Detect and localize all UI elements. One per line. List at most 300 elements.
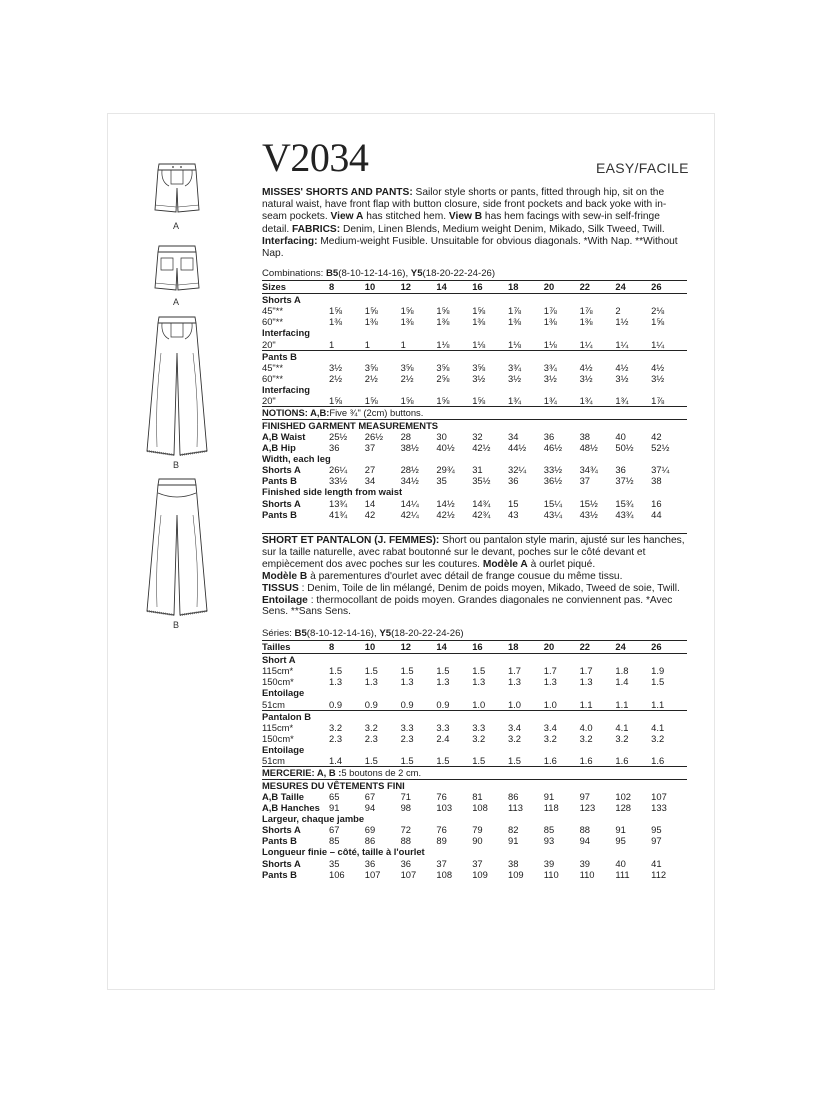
- desc-fr-model-b-text: à parementures d'ourlet avec détail de frange cousue du même tissu.: [307, 570, 623, 582]
- section-shorts-a: [262, 294, 687, 305]
- table-cell: 15¼: [543, 497, 563, 509]
- table-cell: 3½: [651, 372, 665, 384]
- table-cell: 1⅝: [472, 395, 486, 407]
- row-label: A,B Hanches: [262, 801, 320, 813]
- table-cell: 28½: [400, 464, 419, 476]
- table-cell: 1.3: [472, 676, 486, 688]
- table-cell: 36: [615, 464, 626, 476]
- table-row: [262, 665, 687, 676]
- table-cell: 69: [364, 824, 376, 836]
- difficulty-level: EASY/FACILE: [596, 160, 689, 176]
- row-label: 60"**: [262, 372, 284, 384]
- combinations-prefix: Combinations:: [262, 268, 326, 279]
- table-cell: 42½: [436, 508, 455, 520]
- table-cell: 1⅝: [436, 395, 450, 407]
- table-row: [262, 509, 687, 520]
- table-cell: 16: [651, 497, 662, 509]
- table-cell: 1⅞: [651, 395, 665, 407]
- table-cell: 1.1: [651, 698, 665, 710]
- table-row: [262, 442, 687, 453]
- table-cell: 3.2: [543, 732, 557, 744]
- table-cell: 1.3: [579, 676, 593, 688]
- row-label: 115cm*: [262, 721, 294, 733]
- table-cell: 97: [651, 835, 662, 847]
- table-cell: 91: [329, 801, 340, 813]
- table-cell: 107: [400, 868, 417, 880]
- table-cell: 98: [400, 801, 412, 813]
- table-cell: 24: [615, 281, 626, 292]
- mesures-heading: [262, 779, 687, 791]
- table-cell: 3½: [329, 361, 343, 373]
- table-cell: 39: [543, 857, 555, 869]
- desc-view-b-label: View B: [448, 211, 483, 223]
- table-cell: 88: [579, 824, 591, 836]
- table-row: [262, 305, 687, 316]
- table-cell: 102: [615, 790, 632, 802]
- table-cell: 24: [615, 641, 626, 652]
- table-cell: 30: [436, 430, 447, 442]
- table-cell: 16: [472, 641, 483, 652]
- table-cell: 88: [400, 835, 412, 847]
- table-cell: 1¼: [615, 338, 629, 350]
- section-label: Interfacing: [262, 384, 310, 396]
- table-cell: 43½: [579, 508, 598, 520]
- table-row: [262, 699, 687, 710]
- table-cell: 42¾: [472, 508, 491, 520]
- table-cell: 1⅝: [400, 305, 414, 317]
- table-cell: 14: [364, 497, 376, 509]
- section-entoilage-a: [262, 687, 687, 698]
- table-row: [262, 464, 687, 475]
- table-cell: 1.3: [436, 676, 450, 688]
- table-cell: 67: [329, 824, 340, 836]
- table-cell: 133: [651, 801, 667, 813]
- sketch-shorts-a-front: [149, 158, 205, 218]
- table-cell: 3⅝: [400, 361, 414, 373]
- table-cell: 1.3: [364, 676, 378, 688]
- table-cell: 1⅛: [472, 338, 486, 350]
- table-cell: 97: [579, 790, 591, 802]
- table-row: [262, 475, 687, 486]
- table-cell: 2.3: [400, 732, 414, 744]
- table-cell: 12: [400, 281, 412, 292]
- table-cell: 65: [329, 790, 340, 802]
- table-cell: 1⅝: [651, 316, 665, 328]
- table-row: [262, 858, 687, 869]
- table-cell: 1.4: [329, 755, 343, 767]
- sketch-shorts-a-back: [149, 240, 205, 296]
- table-cell: 41¾: [329, 508, 348, 520]
- table-cell: 1.3: [507, 676, 522, 688]
- table-cell: 3.2: [579, 732, 593, 744]
- table-cell: 1⅜: [472, 316, 486, 328]
- table-cell: 39: [579, 857, 591, 869]
- row-label: 150cm*: [262, 732, 294, 744]
- table-cell: 4½: [615, 361, 629, 373]
- table-cell: 14: [436, 281, 447, 292]
- table-cell: 38: [651, 475, 662, 487]
- table-cell: 18: [507, 641, 519, 652]
- table-cell: 1: [400, 338, 406, 350]
- table-cell: 15: [507, 497, 519, 509]
- table-cell: 35: [329, 857, 340, 869]
- table-cell: 36: [543, 430, 555, 442]
- table-cell: 1⅝: [329, 305, 343, 317]
- table-cell: 1⅜: [400, 316, 414, 328]
- table-cell: 36: [329, 441, 340, 453]
- table-cell: 113: [507, 801, 523, 813]
- table-cell: 1.5: [364, 755, 378, 767]
- table-cell: 35½: [472, 475, 491, 487]
- table-cell: 8: [329, 641, 335, 652]
- table-cell: 42½: [472, 441, 491, 453]
- table-cell: 27: [364, 464, 376, 476]
- table-cell: 1¾: [543, 395, 557, 407]
- table-cell: 13¾: [329, 497, 348, 509]
- table-cell: 107: [651, 790, 667, 802]
- table-cell: 103: [436, 801, 453, 813]
- table-cell: 1½: [615, 316, 629, 328]
- table-cell: 91: [507, 835, 519, 847]
- desc-fr-lead: SHORT ET PANTALON (J. FEMMES):: [262, 535, 440, 546]
- table-row: [262, 791, 687, 802]
- combinations-line: [262, 268, 687, 280]
- section-label: Interfacing: [262, 327, 310, 339]
- row-label: 45"**: [262, 361, 284, 373]
- table-cell: 42: [651, 430, 662, 442]
- table-cell: 26¼: [329, 464, 348, 476]
- table-cell: 93: [543, 835, 555, 847]
- section-label: Largeur, chaque jambe: [262, 812, 365, 824]
- table-cell: 3.2: [472, 732, 486, 744]
- table-cell: 12: [400, 641, 412, 652]
- row-label: Tailles: [262, 641, 291, 652]
- table-cell: 67: [364, 790, 376, 802]
- table-cell: 14¾: [472, 497, 491, 509]
- table-cell: 40½: [436, 441, 455, 453]
- table-cell: 110: [579, 868, 595, 880]
- section-width: [262, 453, 687, 464]
- table-cell: 3¾: [543, 361, 557, 373]
- table-cell: 1.5: [400, 665, 414, 677]
- table-cell: 20: [543, 641, 555, 652]
- table-cell: 1.5: [329, 665, 343, 677]
- row-label: Pants B: [262, 835, 297, 847]
- table-cell: 89: [436, 835, 447, 847]
- table-cell: 1.4: [615, 676, 629, 688]
- table-cell: 10: [364, 641, 376, 652]
- section-short-a: [262, 654, 687, 665]
- desc-fr-tissus-label: TISSUS: [262, 582, 299, 594]
- table-cell: 25½: [329, 430, 348, 442]
- table-row: [262, 733, 687, 744]
- table-cell: 1⅝: [329, 395, 343, 407]
- table-cell: 44: [651, 508, 662, 520]
- table-cell: 34½: [400, 475, 419, 487]
- table-cell: 1⅜: [579, 316, 593, 328]
- table-cell: 46½: [543, 441, 563, 453]
- table-cell: 1.5: [364, 665, 378, 677]
- table-cell: 1⅝: [472, 305, 486, 317]
- table-cell: 1⅛: [507, 338, 522, 350]
- table-cell: 36½: [543, 475, 563, 487]
- section-label: Width, each leg: [262, 452, 331, 464]
- combo-b5: B5: [326, 268, 339, 279]
- row-label: Sizes: [262, 281, 286, 292]
- table-cell: 3.3: [436, 721, 450, 733]
- table-cell: 4.0: [579, 721, 593, 733]
- row-label: A,B Hip: [262, 441, 296, 453]
- table-cell: 76: [436, 790, 447, 802]
- table-cell: 3.4: [507, 721, 522, 733]
- table-cell: 38: [579, 430, 591, 442]
- table-cell: 3¾: [507, 361, 522, 373]
- series-line: [262, 628, 687, 640]
- table-cell: 32: [472, 430, 483, 442]
- table-cell: 3⅝: [364, 361, 378, 373]
- section-largeur: [262, 813, 687, 824]
- section-pants-b: [262, 350, 687, 362]
- row-label: Pants B: [262, 475, 297, 487]
- table-cell: 1.5: [651, 676, 665, 688]
- table-row: [262, 373, 687, 384]
- table-cell: 1.7: [507, 665, 522, 677]
- table-cell: 3½: [543, 372, 557, 384]
- table-cell: 3.3: [400, 721, 414, 733]
- table-cell: 71: [400, 790, 412, 802]
- table-cell: 2: [615, 305, 621, 317]
- table-cell: 3½: [615, 372, 629, 384]
- table-cell: 37¼: [651, 464, 670, 476]
- table-row: [262, 824, 687, 835]
- table-cell: 85: [329, 835, 340, 847]
- table-cell: 76: [436, 824, 447, 836]
- section-label: Entoilage: [262, 744, 305, 756]
- table-cell: 106: [329, 868, 345, 880]
- table-cell: 123: [579, 801, 596, 813]
- table-cell: 42: [364, 508, 376, 520]
- table-cell: 4.1: [651, 721, 665, 733]
- section-entoilage-b: [262, 744, 687, 755]
- table-cell: 72: [400, 824, 412, 836]
- row-label: Pants B: [262, 868, 297, 880]
- section-label: Entoilage: [262, 687, 305, 699]
- mercerie-label: MERCERIE: A, B :: [262, 767, 342, 779]
- table-cell: 3.2: [615, 732, 629, 744]
- table-cell: 1: [364, 338, 371, 350]
- table-cell: 1.5: [400, 755, 414, 767]
- table-cell: 1.5: [472, 755, 486, 767]
- table-cell: 26: [651, 641, 662, 652]
- table-cell: 22: [579, 281, 591, 292]
- desc-interfacing-text: Medium-weight Fusible. Unsuitable for obvious diagonals. *With Nap. **Without Nap.: [262, 235, 678, 260]
- table-cell: 31: [472, 464, 483, 476]
- table-cell: 33½: [329, 475, 348, 487]
- table-row: [262, 431, 687, 442]
- table-row: [262, 316, 687, 327]
- table-cell: 82: [507, 824, 519, 836]
- desc-lead: MISSES' SHORTS AND PANTS:: [262, 187, 413, 198]
- table-cell: 3⅝: [472, 361, 486, 373]
- table-cell: 14: [436, 641, 447, 652]
- table-cell: 4½: [651, 361, 665, 373]
- table-cell: 50½: [615, 441, 634, 453]
- table-cell: 107: [364, 868, 381, 880]
- desc-fabrics-label: FABRICS:: [292, 223, 341, 235]
- table-cell: 1¾: [579, 395, 593, 407]
- table-cell: 1⅜: [507, 316, 522, 328]
- table-cell: 2⅛: [651, 305, 665, 317]
- table-cell: 1.6: [543, 755, 557, 767]
- table-cell: 86: [364, 835, 376, 847]
- section-label: Finished side length from waist: [262, 486, 403, 498]
- table-cell: 43: [507, 508, 519, 520]
- row-label: Shorts A: [262, 824, 301, 836]
- table-cell: 40: [615, 857, 626, 869]
- table-cell: 1⅜: [329, 316, 343, 328]
- table-cell: 3.4: [543, 721, 557, 733]
- table-cell: 1⅛: [543, 338, 557, 350]
- table-cell: 15¾: [615, 497, 634, 509]
- table-cell: 2½: [400, 372, 414, 384]
- section-label: Shorts A: [262, 294, 301, 305]
- table-cell: 1.5: [507, 755, 522, 767]
- table-cell: 36: [400, 857, 412, 869]
- series-b5-sizes: (8-10-12-14-16),: [306, 628, 380, 639]
- table-cell: 1⅝: [400, 395, 414, 407]
- table-cell: 1: [329, 338, 335, 350]
- table-cell: 85: [543, 824, 555, 836]
- row-label: 115cm*: [262, 665, 294, 677]
- row-label: Pants B: [262, 508, 297, 520]
- desc-fabrics-text: Denim, Linen Blends, Medium weight Denim, Mikado, Silk Tweed, Twill.: [340, 223, 665, 235]
- table-cell: 1.1: [615, 698, 629, 710]
- table-cell: 34: [364, 475, 376, 487]
- row-label: A,B Waist: [262, 430, 306, 442]
- table-cell: 14½: [436, 497, 455, 509]
- table-cell: 37: [579, 475, 591, 487]
- table-cell: 35: [436, 475, 447, 487]
- desc-interfacing-label: Interfacing:: [262, 235, 318, 247]
- mercerie-row: [262, 766, 687, 778]
- table-cell: 3½: [579, 372, 593, 384]
- combo-b5-sizes: (8-10-12-14-16),: [338, 268, 411, 279]
- table-row: [262, 339, 687, 350]
- section-label: Longueur finie – côté, taille à l'ourlet: [262, 846, 425, 858]
- table-cell: 3.2: [651, 732, 665, 744]
- table-cell: 26½: [364, 430, 384, 442]
- pattern-number: V2034: [262, 135, 369, 180]
- sketch-label-b-front: B: [172, 460, 179, 470]
- table-cell: 1¼: [651, 338, 665, 350]
- series-prefix: Séries:: [262, 628, 295, 639]
- table-row: [262, 802, 687, 813]
- table-cell: 0.9: [400, 698, 414, 710]
- row-label: 60"**: [262, 316, 284, 328]
- table-cell: 1.6: [651, 755, 665, 767]
- table-cell: 1¼: [579, 338, 593, 350]
- table-cell: 42¼: [400, 508, 419, 520]
- table-cell: 37: [436, 857, 447, 869]
- section-interfacing-b: [262, 384, 687, 395]
- table-cell: 52½: [651, 441, 670, 453]
- table-cell: 108: [436, 868, 453, 880]
- series-y5: Y5: [379, 628, 392, 639]
- table-cell: 4.1: [615, 721, 629, 733]
- table-cell: 79: [472, 824, 483, 836]
- table-cell: 1.3: [329, 676, 343, 688]
- desc-fr-tissus-text: : Denim, Toile de lin mélangé, Denim de poids moyen, Mikado, Tweed de soie, Twill.: [298, 582, 680, 594]
- table-cell: 1⅝: [364, 395, 378, 407]
- table-cell: 8: [329, 281, 335, 292]
- table-cell: 0.9: [329, 698, 343, 710]
- section-longueur: [262, 846, 687, 857]
- section-label: MESURES DU VÊTEMENTS FINI: [262, 779, 405, 791]
- table-cell: 1.0: [543, 698, 557, 710]
- desc-fr-model-b-label: Modèle B: [262, 570, 308, 582]
- section-label: FINISHED GARMENT MEASUREMENTS: [262, 419, 439, 431]
- table-cell: 16: [472, 281, 483, 292]
- row-label: A,B Taille: [262, 790, 305, 802]
- table-row: [262, 835, 687, 846]
- desc-fr-model-a-label: Modèle A: [482, 558, 528, 570]
- table-cell: 111: [615, 868, 630, 880]
- table-cell: 1.5: [472, 665, 486, 677]
- table-cell: 34¾: [579, 464, 598, 476]
- table-cell: 1⅝: [364, 305, 378, 317]
- table-cell: 94: [579, 835, 591, 847]
- sketch-pants-b-back: [141, 475, 213, 621]
- desc-body: Sailor style shorts or pants, fitted through hip, sit on the natural waist, have front flap with button closure, side front pockets and back yoke with in-seam pockets.: [262, 187, 667, 223]
- table-cell: 2.4: [436, 732, 450, 744]
- table-cell: 26: [651, 281, 662, 292]
- table-cell: 86: [507, 790, 519, 802]
- table-cell: 0.9: [364, 698, 378, 710]
- table-cell: 14¼: [400, 497, 419, 509]
- tailles-header-row: [262, 640, 687, 654]
- table-cell: 91: [543, 790, 555, 802]
- table-cell: 0.9: [436, 698, 450, 710]
- table-cell: 4½: [579, 361, 593, 373]
- table-cell: 1⅞: [579, 305, 593, 317]
- combo-y5-sizes: (18-20-22-24-26): [422, 268, 496, 279]
- desc-view-a-label: View A: [330, 211, 364, 223]
- table-row: [262, 869, 687, 880]
- table-cell: 37: [472, 857, 483, 869]
- table-cell: 112: [651, 868, 667, 880]
- table-cell: 1.0: [507, 698, 522, 710]
- table-row: [262, 676, 687, 687]
- table-cell: 1.0: [472, 698, 486, 710]
- sketch-label-b-back: B: [172, 620, 179, 630]
- yardage-table-french: [262, 628, 687, 880]
- table-cell: 28: [400, 430, 412, 442]
- table-row: [262, 395, 687, 406]
- table-cell: 38: [507, 857, 519, 869]
- table-cell: 1.6: [579, 755, 593, 767]
- mercerie-text: 5 boutons de 2 cm.: [341, 767, 422, 779]
- yardage-table-english: [262, 268, 687, 520]
- table-cell: 38½: [400, 441, 419, 453]
- table-cell: 43¾: [615, 508, 634, 520]
- table-cell: 41: [651, 857, 662, 869]
- table-cell: 40: [615, 430, 626, 442]
- table-cell: 81: [472, 790, 483, 802]
- table-cell: 1⅝: [436, 305, 450, 317]
- table-cell: 1⅜: [543, 316, 557, 328]
- table-cell: 1.8: [615, 665, 629, 677]
- table-cell: 1.1: [579, 698, 593, 710]
